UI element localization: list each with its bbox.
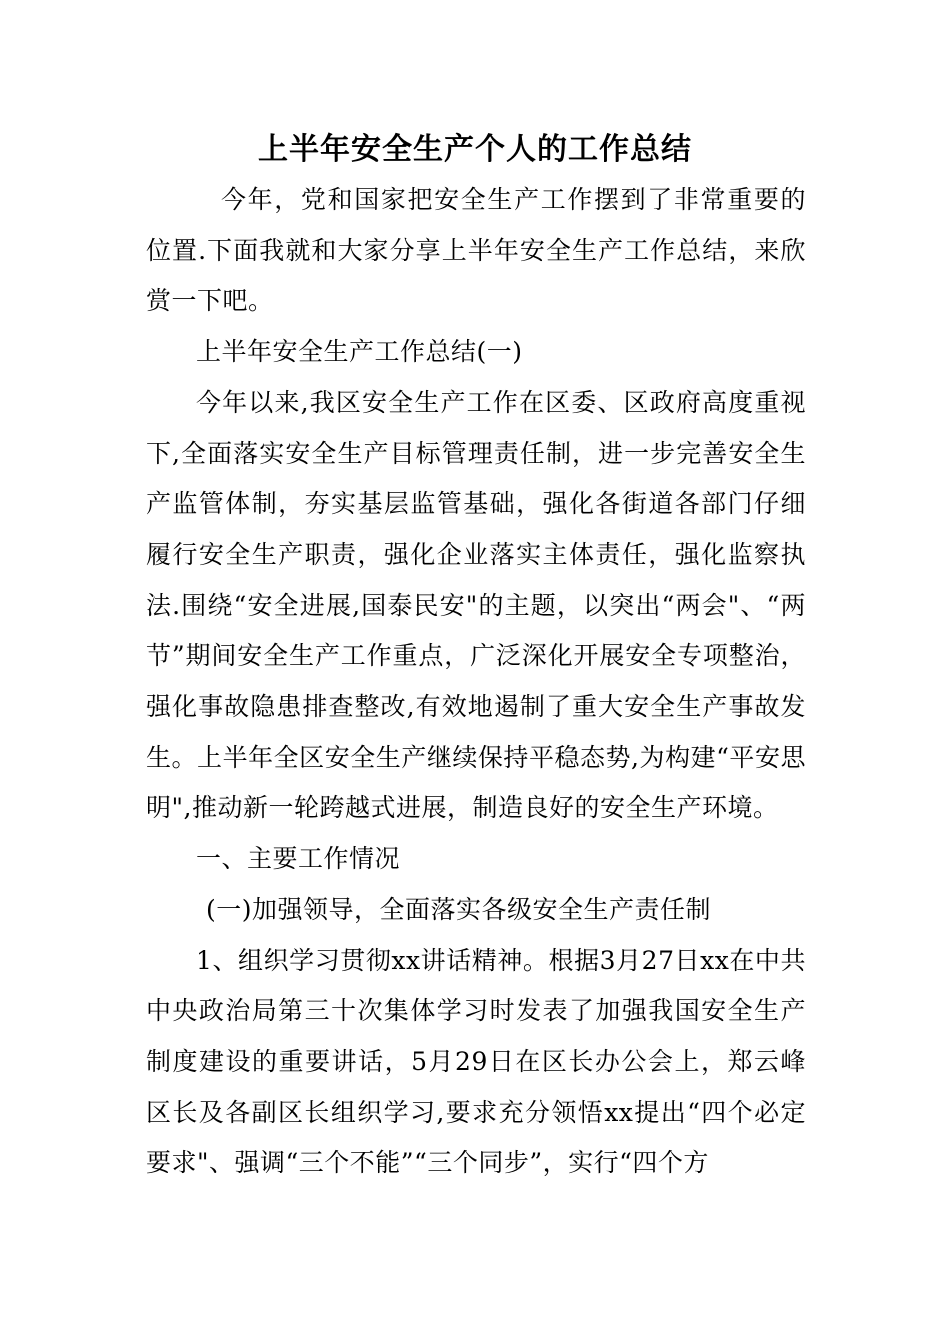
document-body [146, 175, 806, 1189]
subsection-heading: 一、主要工作情况 [196, 844, 401, 874]
document-title: 上半年安全生产个人的工作总结 [258, 132, 692, 167]
body-paragraph: 今年以来,我区安全生产工作在区委、区政府高度重视下,全面落实安全生产目标管理责任制，进一步完善安全生产监管体制，夯实基层监管基础，强化各街道各部门仔细履行安全生产职责，强化企业落实主体责任，强化监察执法.围绕“安全进展,国泰民安"的主题，以突出“两会"、“两节”期间安全生产工作重点，广泛深化开展安全专项整治，强化事故隐患排查整改,有效地遏制了重大安全生产事故发生。上半年全区安全生产继续保持平稳态势,为构建“平安思明",推动新一轮跨越式进展，制造良好的安全生产环境。 [146, 387, 806, 823]
section-heading: 上半年安全生产工作总结(一) [196, 337, 523, 367]
intro-paragraph: 今年，党和国家把安全生产工作摆到了非常重要的位置.下面我就和大家分享上半年安全生产工作总结，来欣赏一下吧。 [146, 185, 806, 316]
body-paragraph: 1、组织学习贯彻xx讲话精神。根据3月27日xx在中共中央政治局第三十次集体学习时发表了加强我国安全生产制度建设的重要讲话，5月29日在区长办公会上，郑云峰区长及各副区长组织学习,要求充分领悟xx提出“四个必定要求"、强调“三个不能”“三个同步”，实行“四个方 [146, 945, 806, 1178]
subsection-heading: (一)加强领导，全面落实各级安全生产责任制 [206, 894, 712, 924]
